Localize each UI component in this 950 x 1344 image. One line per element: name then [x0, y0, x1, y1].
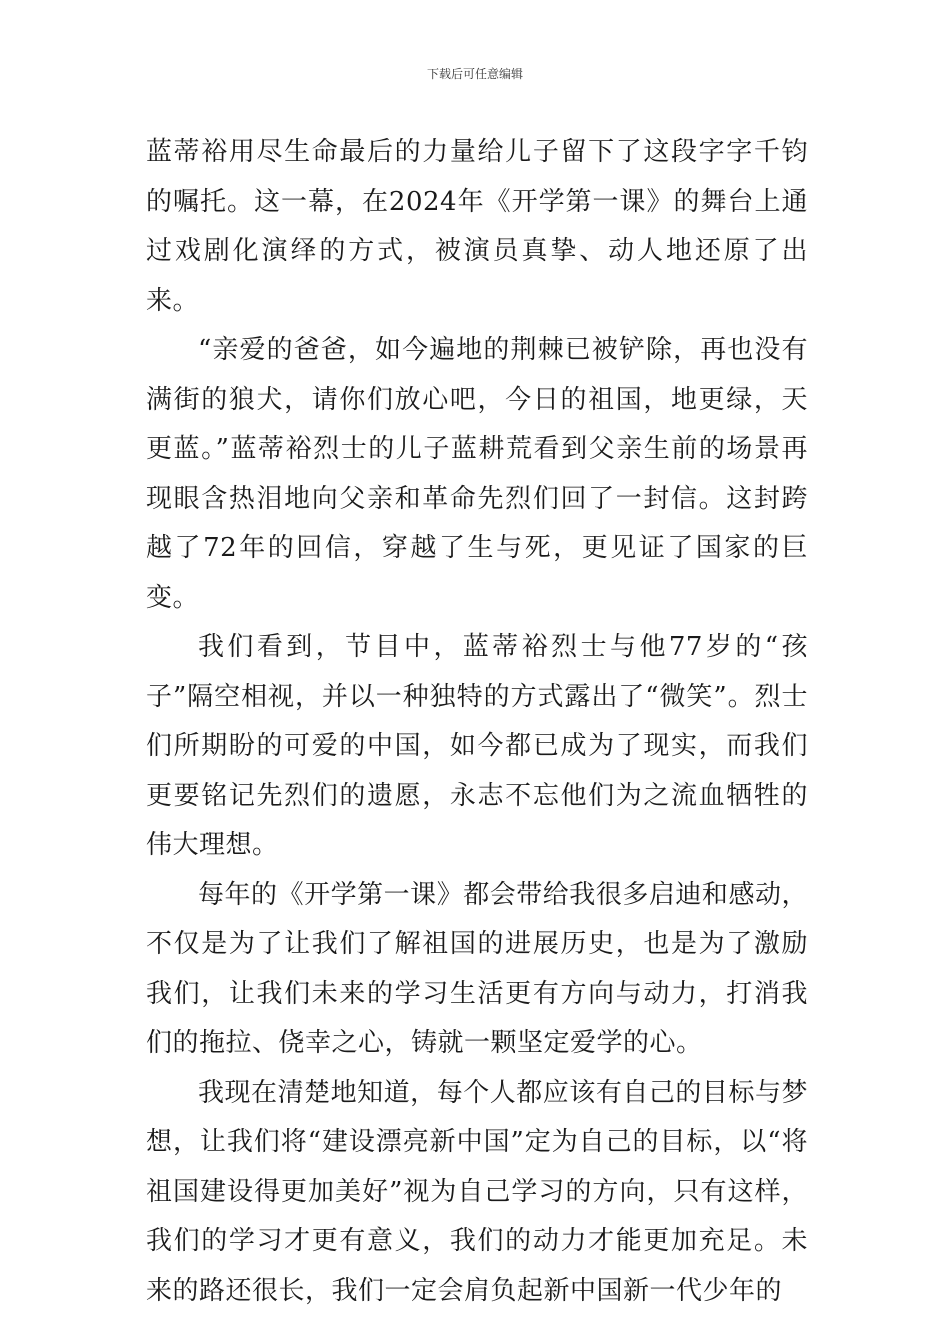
paragraph-5: 我现在清楚地知道，每个人都应该有自己的目标与梦想，让我们将“建设漂亮新中国”定为自己的目标，以“将祖国建设得更加美好”视为自己学习的方向，只有这样，我们的学习才更有意义，我们的动力才能更加充足。未来的路还很长，我们一定会肩负起新中国新一代少年的 [146, 1077, 808, 1306]
paragraph-2: “亲爱的爸爸，如今遍地的荆棘已被铲除，再也没有满街的狼犬，请你们放心吧，今日的祖国，地更绿，天更蓝。”蓝蒂裕烈士的儿子蓝耕荒看到父亲生前的场景再现眼含热泪地向父亲和革命先烈们回了一封信。这封跨越了72年的回信，穿越了生与死，更见证了国家的巨变。 [146, 335, 808, 613]
document-body [146, 128, 808, 1316]
paragraph-4: 每年的《开学第一课》都会带给我很多启迪和感动，不仅是为了让我们了解祖国的进展历史，也是为了激励我们，让我们未来的学习生活更有方向与动力，打消我们的拖拉、侥幸之心，铸就一颗坚定爱学的心。 [146, 879, 808, 1058]
page-header: 下载后可任意编辑 [426, 67, 523, 81]
paragraph-3: 我们看到，节目中，蓝蒂裕烈士与他77岁的“孩子”隔空相视，并以一种独特的方式露出了“微笑”。烈士们所期盼的可爱的中国，如今都已成为了现实，而我们更要铭记先烈们的遗愿，永志不忘他们为之流血牺牲的伟大理想。 [146, 632, 808, 860]
paragraph-1: 蓝蒂裕用尽生命最后的力量给儿子留下了这段字字千钧的嘱托。这一幕，在2024年《开学第一课》的舞台上通过戏剧化演绎的方式，被演员真挚、动人地还原了出来。 [146, 137, 808, 316]
